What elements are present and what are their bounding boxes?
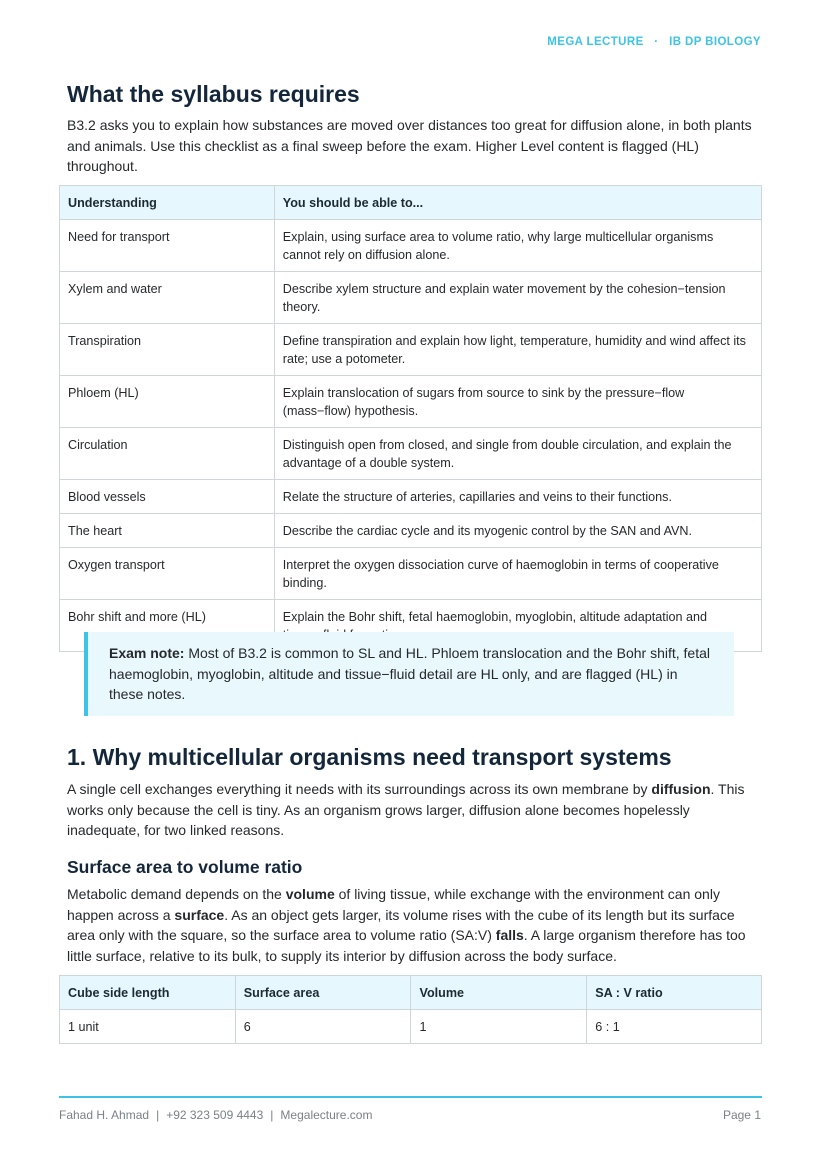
emphasis: falls: [495, 927, 524, 943]
footer-contact: [59, 1108, 372, 1122]
table-row: [60, 272, 762, 324]
objective-cell: Explain translocation of sugars from source to sink by the pressure−flow (mass−flow) hypothesis.: [274, 376, 761, 428]
objective-cell: Interpret the oxygen dissociation curve of haemoglobin in terms of cooperative binding.: [274, 548, 761, 600]
footer-separator: |: [156, 1108, 160, 1122]
text-run: . This works only because the cell is tiny. As an organism grows larger, diffusion alone becomes hopelessly inadequate, for two linked reasons.: [67, 781, 745, 838]
understanding-cell: Bohr shift and more (HL): [60, 600, 275, 652]
exam-note-text: Most of B3.2 is common to SL and HL. Phloem translocation and the Bohr shift, fetal haemoglobin, myoglobin, altitude and tissue−fluid detail are HL only, and are flagged (HL) in these notes.: [109, 645, 711, 702]
text-run: A single cell exchanges everything it needs with its surroundings across its own membrane by: [67, 781, 652, 797]
table-row: [60, 480, 762, 514]
footer-author: Fahad H. Ahmad: [59, 1108, 150, 1122]
table-header-row: [60, 976, 762, 1010]
text-run: of living tissue, while exchange with the environment can only happen across a: [67, 886, 720, 923]
objective-cell: Describe the cardiac cycle and its myogenic control by the SAN and AVN.: [274, 514, 761, 548]
table-row: [60, 514, 762, 548]
syllabus-table: [59, 185, 762, 652]
table-cell: 6 : 1: [587, 1010, 762, 1044]
column-header: Volume: [411, 976, 587, 1010]
table-row: [60, 548, 762, 600]
objective-cell: Distinguish open from closed, and single from double circulation, and explain the advantage of a double system.: [274, 428, 761, 480]
understanding-cell: Oxygen transport: [60, 548, 275, 600]
objective-cell: Define transpiration and explain how light, temperature, humidity and wind affect its rate; use a potometer.: [274, 324, 761, 376]
column-header: You should be able to...: [274, 186, 761, 220]
understanding-cell: The heart: [60, 514, 275, 548]
understanding-cell: Blood vessels: [60, 480, 275, 514]
emphasis: surface: [174, 906, 225, 923]
column-header: SA : V ratio: [587, 976, 762, 1010]
header-brand: [547, 36, 761, 48]
exam-note-callout: [84, 632, 734, 716]
subsection-paragraph: [67, 884, 762, 966]
understanding-cell: Circulation: [60, 428, 275, 480]
table-row: [60, 1010, 762, 1044]
section-1-title: 1. Why multicellular organisms need transport systems: [67, 744, 672, 770]
table-row: [60, 428, 762, 480]
understanding-cell: Transpiration: [60, 324, 275, 376]
brand-name: MEGA LECTURE: [547, 36, 644, 48]
footer-separator: |: [270, 1108, 274, 1122]
page-number: Page 1: [722, 1108, 761, 1122]
section-1-paragraph: [67, 779, 762, 841]
objective-cell: Explain, using surface area to volume ratio, why large multicellular organisms cannot rely on diffusion alone.: [274, 220, 761, 272]
subsection-title: Surface area to volume ratio: [67, 857, 303, 877]
table-row: [60, 220, 762, 272]
table-row: [60, 376, 762, 428]
exam-note-label: Exam note:: [109, 645, 185, 661]
understanding-cell: Phloem (HL): [60, 376, 275, 428]
table-header-row: [60, 186, 762, 220]
footer-divider: [59, 1096, 762, 1098]
text-run: . As an object gets larger, its volume rises with the cube of its length but its surface area only with the square, so the surface area to volume ratio (SA:V): [67, 906, 735, 943]
footer-phone: +92 323 509 4443: [166, 1108, 264, 1122]
understanding-cell: Need for transport: [60, 220, 275, 272]
column-header: Understanding: [60, 186, 275, 220]
table-row: [60, 324, 762, 376]
text-run: Metabolic demand depends on the: [67, 886, 286, 902]
objective-cell: Explain the Bohr shift, fetal haemoglobin, myoglobin, altitude adaptation and: [274, 600, 761, 652]
table-cell: 1: [411, 1010, 587, 1044]
syllabus-intro: B3.2 asks you to explain how substances are moved over distances too great for diffusion alone, in both plants and animals. Use this checklist as a final sweep before the exam. Higher Level content is flagged (HL) throughout.: [67, 117, 752, 174]
text-run: . A large organism therefore has too little surface, relative to its bulk, to supply its interior by diffusion across the body surface.: [67, 927, 746, 964]
footer-website: Megalecture.com: [280, 1108, 373, 1122]
syllabus-title: What the syllabus requires: [67, 81, 360, 107]
column-header: Cube side length: [60, 976, 236, 1010]
table-cell: 1 unit: [60, 1010, 236, 1044]
emphasis: volume: [285, 886, 335, 902]
emphasis: diffusion: [651, 781, 711, 797]
understanding-cell: Xylem and water: [60, 272, 275, 324]
sav-ratio-table: [59, 975, 762, 1044]
objective-cell: Describe xylem structure and explain water movement by the cohesion−tension theory.: [274, 272, 761, 324]
table-cell: 6: [235, 1010, 411, 1044]
column-header: Surface area: [235, 976, 411, 1010]
brand-separator: ·: [654, 36, 659, 48]
subject-name: IB DP BIOLOGY: [669, 36, 761, 48]
objective-cell: Relate the structure of arteries, capillaries and veins to their functions.: [274, 480, 761, 514]
